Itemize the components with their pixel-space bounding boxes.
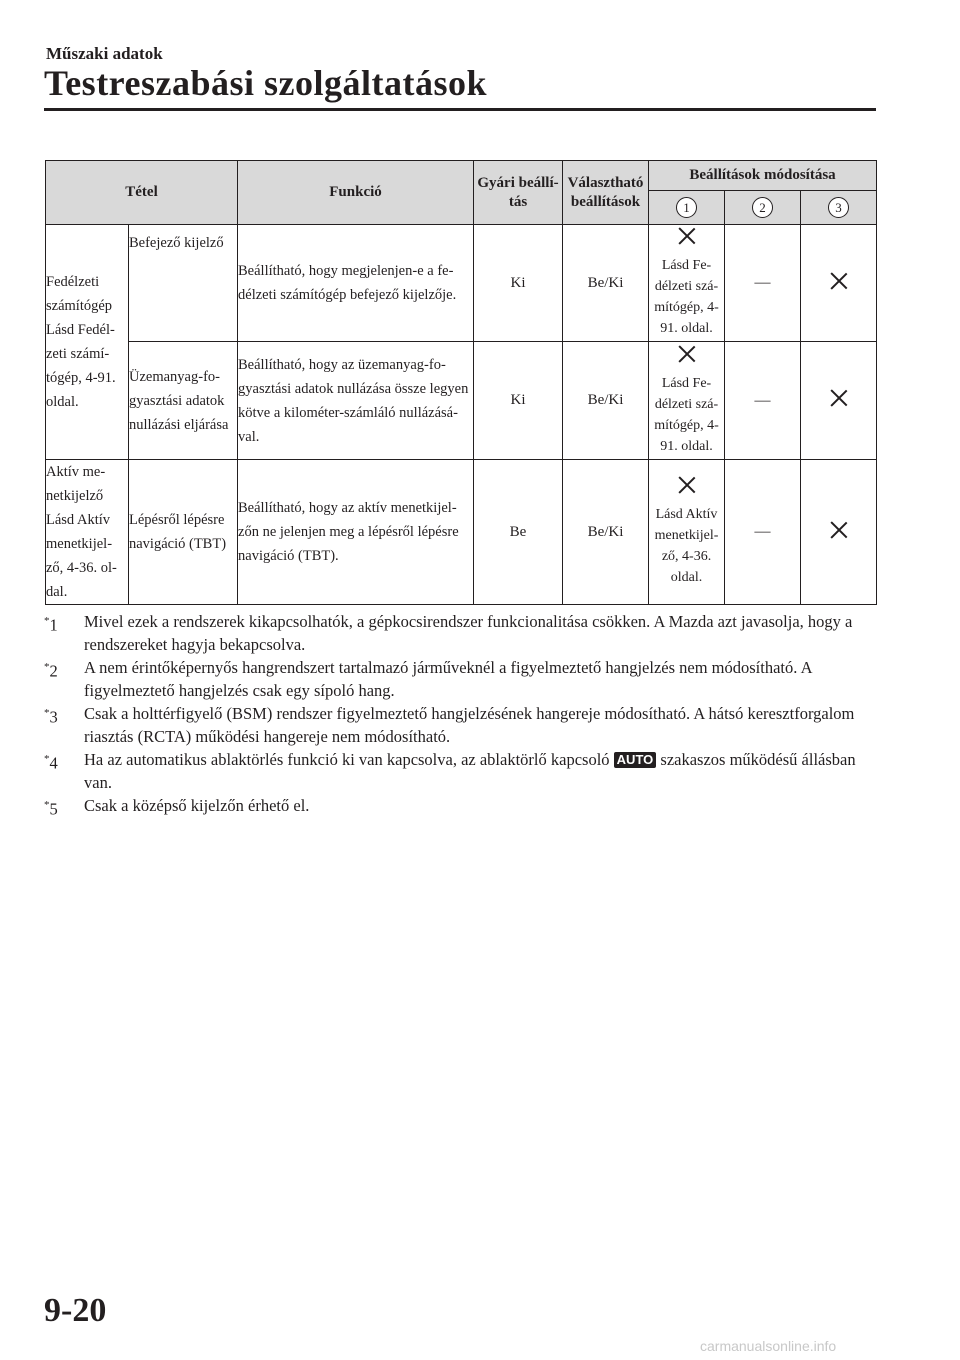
footnote [44,702,884,748]
footnote-mark: *1 [44,615,58,635]
factory-value: Ki [474,225,563,342]
footnote-text: Csak a középső kijelzőn érhető el. [84,796,310,815]
method-3-cell [801,342,877,460]
auto-switch-icon: AUTO [614,752,657,768]
method-1-text: Lásd Aktív menetkijel-ző, 4-36. oldal. [654,507,719,585]
method-2-cell: — [725,342,801,460]
footnote-mark: *4 [44,753,58,773]
method-1-badge: 1 [676,197,697,218]
footnote-mark: *3 [44,707,58,727]
factory-value: Ki [474,342,563,460]
watermark: carmanualsonline.info [700,1338,837,1354]
footnote [44,656,884,702]
function-text: Beállítható, hogy az üzemanyag-fo-gyasztási adatok nullázása össze legyen kötve a kilométer-számláló nullázásá-val. [238,342,474,460]
footnote-text: Csak a holttérfigyelő (BSM) rendszer figyelmeztető hangjelzésének hangereje módosítható. A hátsó keresztforgalom riasztás (RCTA) működési hangereje nem módosítható. [84,704,855,746]
method-1-cell [649,460,725,605]
sub-item: Lépésről lépésre navigáció (TBT) [129,460,238,605]
method-1-text: Lásd Fe-délzeti szá-mítógép, 4-91. oldal. [654,375,719,454]
method-2-badge: 2 [752,197,773,218]
header-selectable-settings: Választható beállítások [563,161,649,225]
footnote [44,794,884,817]
method-3-cell [801,225,877,342]
footnote-mark: *5 [44,799,58,819]
footnote [44,748,884,794]
method-2-cell: — [725,225,801,342]
footnote-text: Mivel ezek a rendszerek kikapcsolhatók, a gépkocsirendszer funkcionalitása csökken. A Mazda azt javasolja, hogy a rendszereket hagyja bekapcsolva. [84,612,853,654]
table-row [46,460,877,605]
footnote-text-after: szakaszos működésű állásban van. [84,750,856,792]
item-trip-computer: Fedélzeti számítógép Lásd Fedél-zeti számí-tógép, 4-91. oldal. [46,225,129,460]
footnotes [44,610,884,817]
footnote-mark: *2 [44,661,58,681]
function-text: Beállítható, hogy az aktív menetkijel-zőn ne jelenjen meg a lépésről lépésre navigáció (TBT). [238,460,474,605]
sub-item: Üzemanyag-fo-gyasztási adatok nullázási eljárása [129,342,238,460]
x-icon [678,227,696,245]
footnote-text: A nem érintőképernyős hangrendszert tartalmazó járműveknél a figyelmeztető hangjelzés nem módosítható. A figyelmeztető hangjelzés csak egy sípoló hang. [84,658,812,700]
table-row [46,342,877,460]
x-icon [830,521,848,539]
x-icon [678,345,696,363]
footnote [44,610,884,656]
method-1-text: Lásd Fe-délzeti szá-mítógép, 4-91. oldal. [654,258,719,336]
selectable-value: Be/Ki [563,225,649,342]
header-factory-setting: Gyári beállí-tás [474,161,563,225]
factory-value: Be [474,460,563,605]
selectable-value: Be/Ki [563,460,649,605]
method-1-cell [649,342,725,460]
selectable-value: Be/Ki [563,342,649,460]
title-rule [44,108,876,111]
method-2-cell: — [725,460,801,605]
item-active-driving-display: Aktív me-netkijelző Lásd Aktív menetkijel-ző, 4-36. ol-dal. [46,460,129,605]
x-icon [830,272,848,290]
header-method-1 [649,191,725,225]
x-icon [678,476,696,494]
customization-table [45,160,877,605]
page-number: 9-20 [44,1292,107,1329]
table-row [46,225,877,342]
sub-item: Befejező kijelző [129,225,238,342]
method-3-cell [801,460,877,605]
x-icon [830,389,848,407]
function-text: Beállítható, hogy megjelenjen-e a fe-délzeti számítógép befejező kijelzője. [238,225,474,342]
method-3-badge: 3 [828,197,849,218]
header-item: Tétel [46,161,238,225]
page-title: Testreszabási szolgáltatások [44,63,488,103]
header-method-3 [801,191,877,225]
header-method-2 [725,191,801,225]
footnote-text-before: Ha az automatikus ablaktörlés funkció ki van kapcsolva, az ablaktörlő kapcsoló [84,750,610,769]
method-1-cell [649,225,725,342]
header-function: Funkció [238,161,474,225]
header-modify-settings: Beállítások módosítása [649,161,877,191]
section-label: Műszaki adatok [46,44,163,63]
